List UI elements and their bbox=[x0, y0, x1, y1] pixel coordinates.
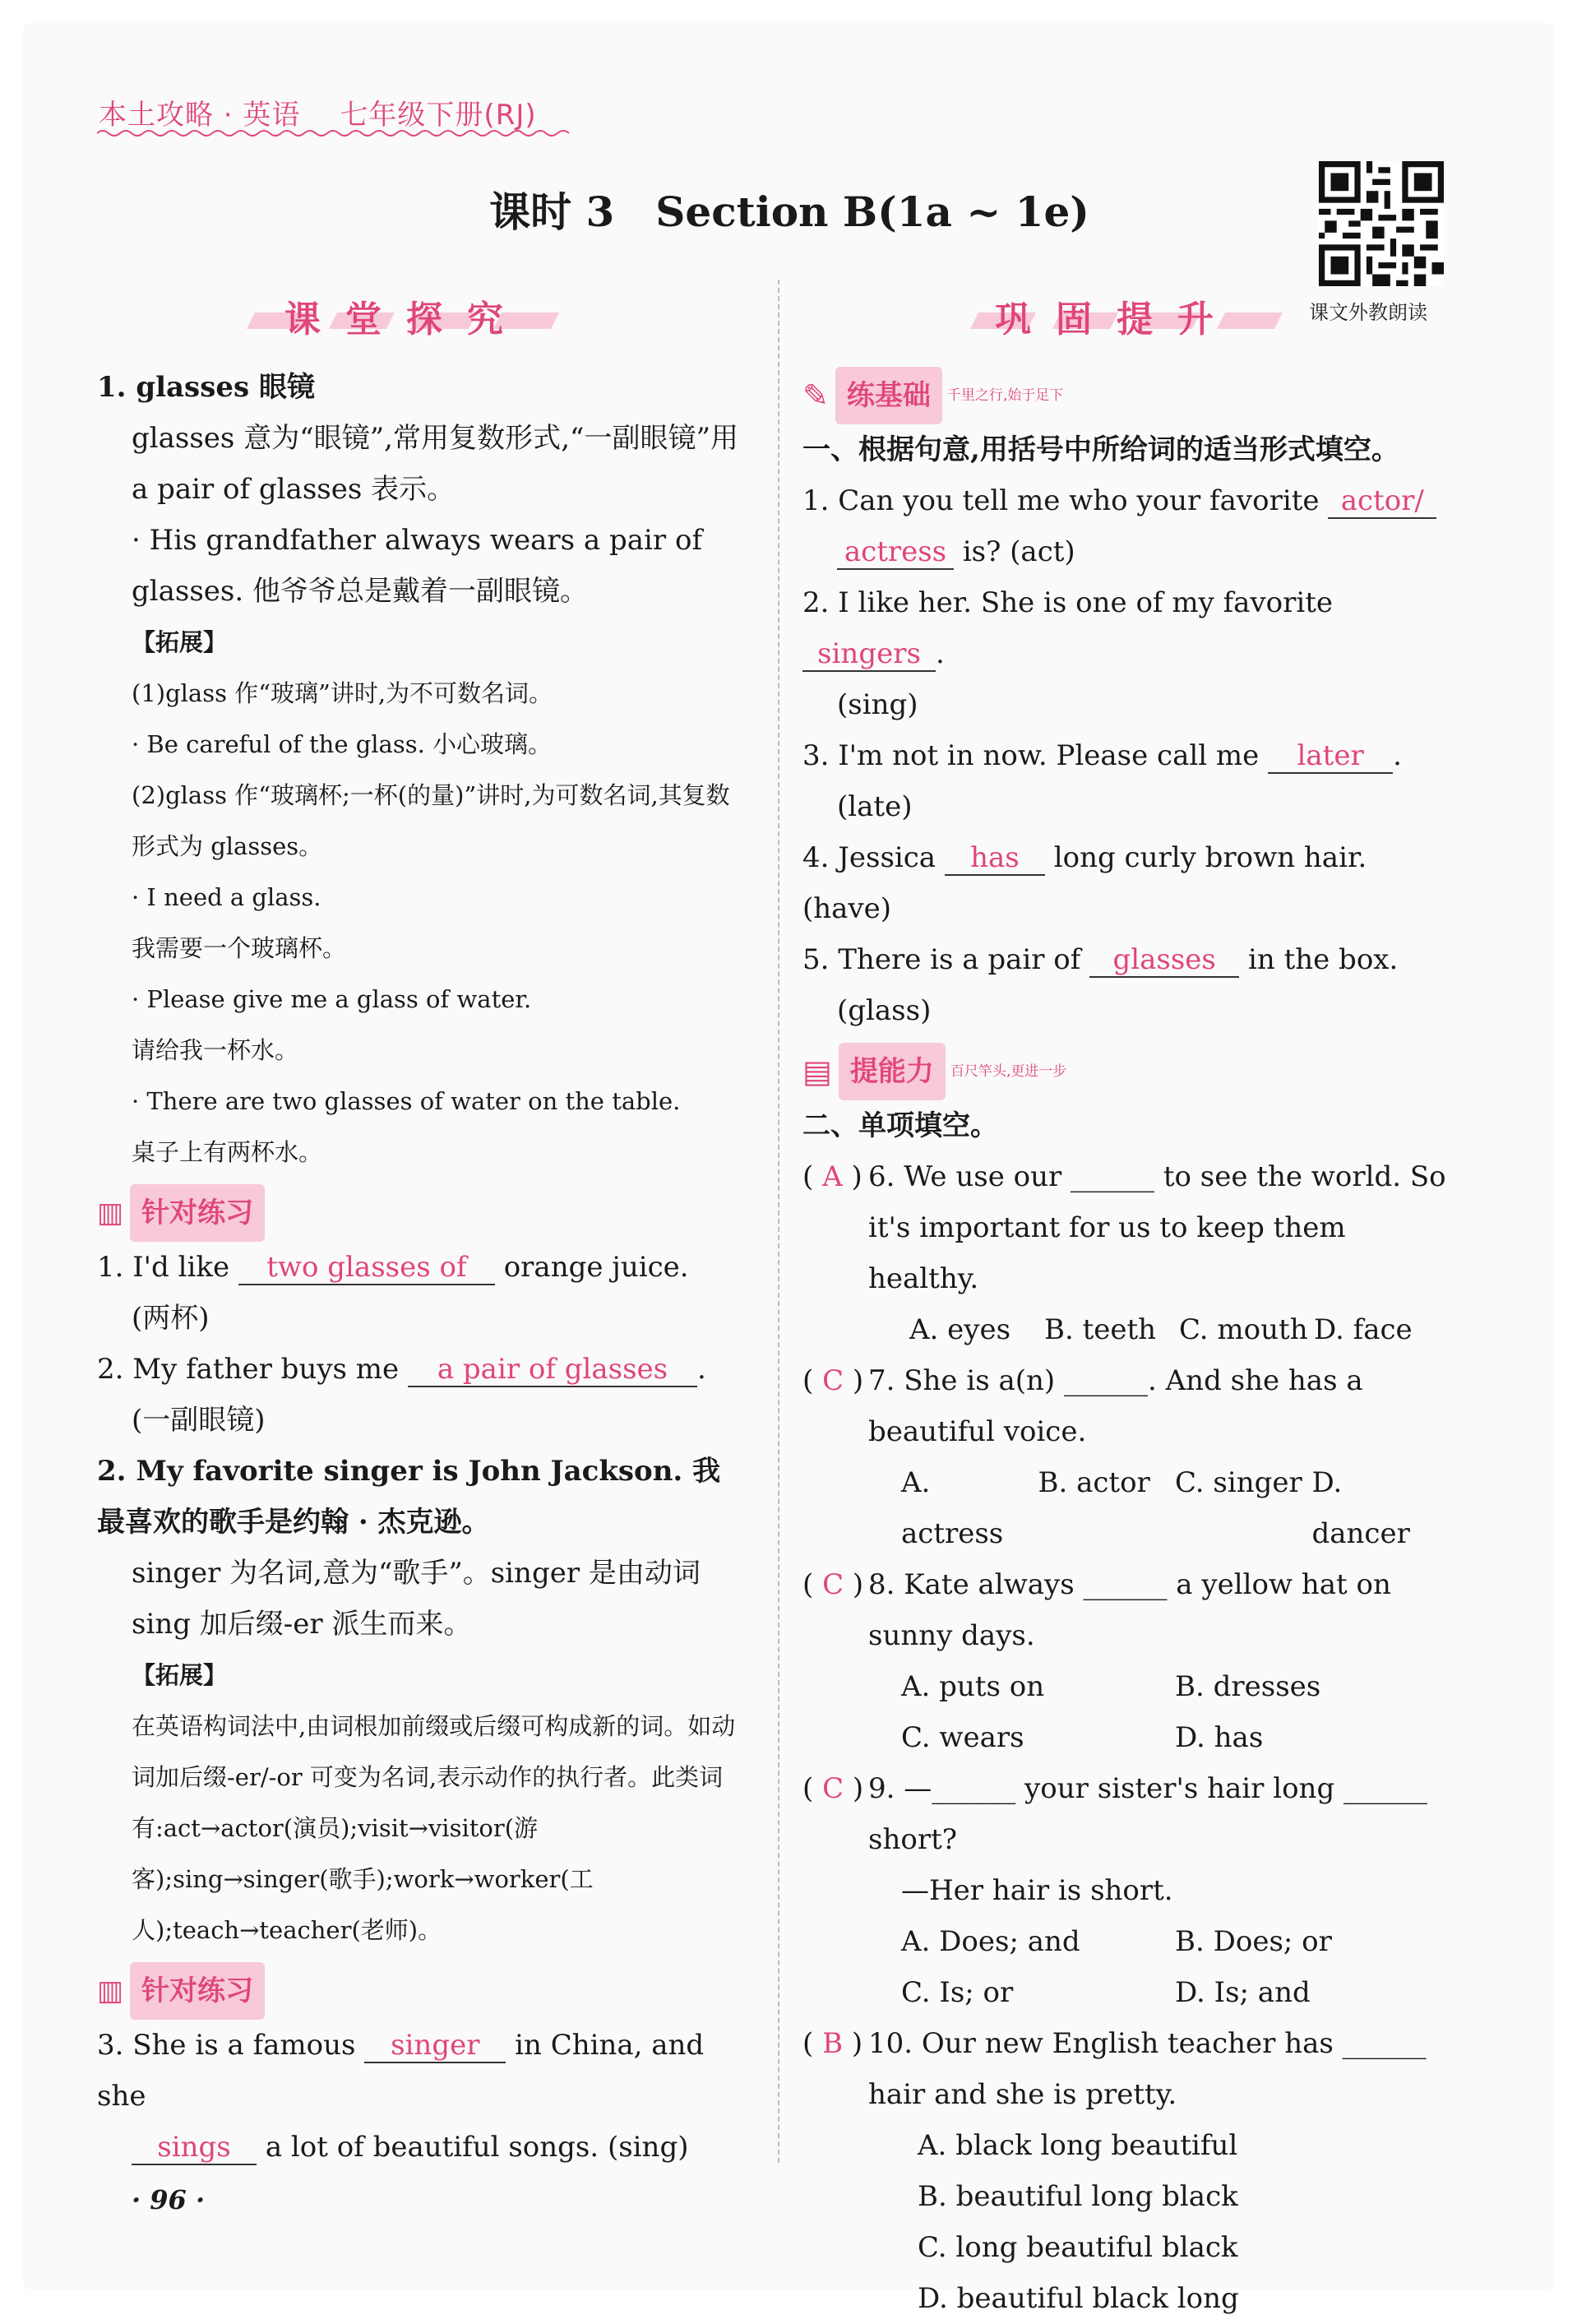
q2-hint: (sing) bbox=[837, 688, 918, 721]
item1-explanation: glasses 意为“眼镜”,常用复数形式,“一副眼镜”用 a pair of glasses 表示。 bbox=[132, 422, 738, 506]
right-banner-text: 巩固提升 bbox=[995, 299, 1238, 340]
q9-answer[interactable]: C bbox=[822, 1772, 844, 1805]
expand-2: (2)glass 作“玻璃杯;一杯(的量)”讲时,为可数名词,其复数形式为 glasses。 bbox=[132, 781, 730, 860]
q10-option-d[interactable]: D. beautiful black long bbox=[918, 2282, 1239, 2315]
item2-title: 2. My favorite singer is John Jackson. 我最喜欢的歌手是约翰 · 杰克逊。 bbox=[97, 1455, 721, 1539]
item1-example: · His grandfather always wears a pair of glasses. 他爷爷总是戴着一副眼镜。 bbox=[132, 524, 703, 608]
practice-label-2: 针对练习 bbox=[141, 1974, 254, 2007]
ability-label: 提能力 bbox=[849, 1055, 934, 1088]
q9-option-b[interactable]: B. Does; or bbox=[1175, 1925, 1332, 1958]
q3-hint: (late) bbox=[837, 790, 913, 823]
part2-title: 二、单项填空。 bbox=[802, 1109, 998, 1142]
ability-banner bbox=[802, 1043, 1449, 1100]
q7: ( C ) 7. She is a(n) ______. And she has a beautiful voice. bbox=[802, 1355, 1449, 1457]
q6-text: 6. We use our ______ to see the world. So it's important for us to keep them healthy. bbox=[868, 1160, 1446, 1295]
item2-explanation: singer 为名词,意为“歌手”。singer 是由动词 sing 加后缀-er 派生而来。 bbox=[132, 1557, 701, 1641]
practice-banner-1 bbox=[97, 1184, 738, 1242]
q8-option-a[interactable]: A. puts on bbox=[901, 1670, 1045, 1703]
q9-options-row1 bbox=[802, 1916, 1449, 1967]
q10-option-b[interactable]: B. beautiful long black bbox=[918, 2180, 1238, 2213]
q9-options-row2 bbox=[802, 1967, 1449, 2018]
expand-label-2: 【拓展】 bbox=[132, 1661, 228, 1689]
q8-answer[interactable]: C bbox=[822, 1568, 844, 1601]
q7-option-d[interactable]: D. dancer bbox=[1311, 1466, 1410, 1550]
practice-q1-answer[interactable]: two glasses of bbox=[238, 1251, 495, 1285]
q3: 3. I'm not in now. Please call me later . bbox=[802, 739, 1402, 772]
q6-option-d[interactable]: D. face bbox=[1314, 1313, 1413, 1346]
q10-option-c[interactable]: C. long beautiful black bbox=[918, 2231, 1238, 2264]
expand-2-example-3-cn: 桌子上有两杯水。 bbox=[132, 1138, 323, 1166]
expand-word-formation: 在英语构词法中,由词根加前缀或后缀可构成新的词。如动词加后缀-er/-or 可变为名词,表示动作的执行者。此类词有:act→actor(演员);visit→visitor(游客);sing→singer(歌手);work→worker(工人);teach→teacher(老师)。 bbox=[132, 1712, 736, 1944]
expand-2-example-1: · I need a glass. bbox=[132, 883, 321, 911]
q8-option-d[interactable]: D. has bbox=[1175, 1721, 1264, 1754]
q5-rest: in the box. bbox=[1247, 943, 1399, 976]
right-section-banner bbox=[970, 288, 1316, 340]
expand-2-example-2-cn: 请给我一杯水。 bbox=[132, 1036, 299, 1064]
q6-answer[interactable]: A bbox=[822, 1160, 843, 1193]
q3-answer[interactable]: later bbox=[1268, 739, 1393, 774]
q2-answer[interactable]: singers bbox=[802, 637, 936, 672]
q6-option-b[interactable]: B. teeth bbox=[1044, 1313, 1157, 1346]
books-icon: ▥ bbox=[97, 1197, 124, 1229]
right-column bbox=[802, 367, 1449, 2324]
scroll-icon: ▤ bbox=[802, 1053, 832, 1090]
practice-q2: 2. My father buys me a pair of glasses . bbox=[97, 1353, 706, 1386]
practice-q1 bbox=[97, 1242, 738, 1293]
header-book: 本土攻略 · 英语 bbox=[99, 99, 301, 132]
q4-rest: long curly brown hair. (have) bbox=[802, 841, 1367, 925]
q8-option-b[interactable]: B. dresses bbox=[1175, 1670, 1321, 1703]
q1-answer-2[interactable]: actress bbox=[837, 535, 954, 570]
header-grade: 七年级下册(RJ) bbox=[340, 99, 537, 132]
books-icon: ▥ bbox=[97, 1974, 124, 2007]
q6-options bbox=[802, 1304, 1449, 1355]
practice-q1-rest: orange juice. bbox=[503, 1251, 689, 1284]
practice-q3 bbox=[97, 2020, 738, 2122]
q5-hint: (glass) bbox=[837, 994, 932, 1027]
page-title: 课时 3 Section B(1a ~ 1e) bbox=[489, 187, 1089, 236]
q1-answer-1[interactable]: actor/ bbox=[1328, 484, 1436, 519]
q9-option-a[interactable]: A. Does; and bbox=[901, 1925, 1080, 1958]
page-number: · 96 · bbox=[132, 2184, 206, 2215]
q9-reply: —Her hair is short. bbox=[901, 1874, 1173, 1907]
left-column bbox=[97, 362, 738, 2173]
q1 bbox=[802, 475, 1449, 526]
q1-stem: 1. Can you tell me who your favorite bbox=[802, 484, 1320, 517]
q7-options bbox=[802, 1457, 1449, 1559]
q1-line2 bbox=[802, 526, 1449, 577]
q2: 2. I like her. She is one of my favorite singers . bbox=[802, 586, 1334, 670]
q3-stem: 3. I'm not in now. Please call me bbox=[802, 739, 1260, 772]
q8-option-c[interactable]: C. wears bbox=[901, 1721, 1024, 1754]
practice-q3-middle: in China, and she bbox=[97, 2029, 705, 2113]
q9: ( C ) 9. —______ your sister's hair long ______ short? bbox=[802, 1763, 1449, 1865]
q8-text: 8. Kate always ______ a yellow hat on sunny days. bbox=[868, 1568, 1391, 1652]
q8-options-row1 bbox=[802, 1661, 1449, 1712]
part1-title: 一、根据句意,用括号中所给词的适当形式填空。 bbox=[802, 433, 1399, 466]
q4-answer[interactable]: has bbox=[945, 841, 1045, 876]
practice-label-1: 针对练习 bbox=[141, 1197, 254, 1229]
practice-q3-stem: 3. She is a famous bbox=[97, 2029, 356, 2062]
q10-answer[interactable]: B bbox=[822, 2027, 844, 2060]
q5-answer[interactable]: glasses bbox=[1089, 943, 1239, 978]
q10-text: 10. Our new English teacher has ______ hair and she is pretty. bbox=[868, 2027, 1427, 2111]
q5-stem: 5. There is a pair of bbox=[802, 943, 1081, 976]
q6-option-a[interactable]: A. eyes bbox=[909, 1313, 1011, 1346]
q7-option-a[interactable]: A. actress bbox=[901, 1466, 1004, 1550]
running-header bbox=[99, 92, 537, 132]
q1-rest: is? (act) bbox=[962, 535, 1075, 568]
q9-option-d[interactable]: D. Is; and bbox=[1175, 1976, 1311, 2009]
expand-label-1: 【拓展】 bbox=[132, 628, 228, 656]
practice-q2-answer[interactable]: a pair of glasses bbox=[408, 1353, 697, 1387]
q8: ( C ) 8. Kate always ______ a yellow hat on sunny days. bbox=[802, 1559, 1449, 1661]
q7-option-b[interactable]: B. actor bbox=[1038, 1466, 1150, 1499]
expand-2-example-3: · There are two glasses of water on the table. bbox=[132, 1087, 681, 1115]
q2-stem: 2. I like her. She is one of my favorite bbox=[802, 586, 1334, 619]
practice-q2-hint: (一副眼镜) bbox=[132, 1404, 266, 1437]
practice-q3-answer-2[interactable]: sings bbox=[132, 2131, 257, 2165]
basic-practice-motto: 千里之行,始于足下 bbox=[946, 387, 1064, 404]
basic-practice-banner bbox=[802, 367, 1449, 424]
practice-q3-line2 bbox=[97, 2122, 738, 2173]
practice-q1-stem: 1. I'd like bbox=[97, 1251, 230, 1284]
practice-q3-answer-1[interactable]: singer bbox=[364, 2029, 506, 2063]
q7-option-c[interactable]: C. singer bbox=[1175, 1466, 1302, 1499]
q8-options-row2 bbox=[802, 1712, 1449, 1763]
q4-stem: 4. Jessica bbox=[802, 841, 936, 874]
left-section-banner bbox=[247, 288, 592, 340]
expand-2-example-2: · Please give me a glass of water. bbox=[132, 985, 532, 1013]
expand-2-example-1-cn: 我需要一个玻璃杯。 bbox=[132, 934, 347, 962]
header-wave-line bbox=[97, 128, 574, 138]
left-banner-text: 课堂探究 bbox=[284, 299, 528, 340]
q10: ( B ) 10. Our new English teacher has ______ hair and she is pretty. bbox=[802, 2018, 1449, 2120]
pencil-note-icon: ✎ bbox=[802, 377, 829, 414]
q7-answer[interactable]: C bbox=[822, 1364, 844, 1397]
practice-q1-hint: (两杯) bbox=[132, 1302, 210, 1335]
item1-title: 1. glasses 眼镜 bbox=[97, 371, 315, 404]
basic-practice-label: 练基础 bbox=[846, 379, 931, 412]
q7-text: 7. She is a(n) ______. And she has a beautiful voice. bbox=[868, 1364, 1363, 1448]
qr-code-icon[interactable] bbox=[1319, 161, 1444, 286]
q4 bbox=[802, 832, 1449, 934]
q5 bbox=[802, 934, 1449, 985]
qr-label: 课文外教朗读 bbox=[1309, 301, 1427, 324]
ability-motto: 百尺竿头,更进一步 bbox=[950, 1063, 1067, 1080]
practice-q2-stem: 2. My father buys me bbox=[97, 1353, 400, 1386]
practice-q3-rest: a lot of beautiful songs. (sing) bbox=[265, 2131, 689, 2164]
q9-option-c[interactable]: C. Is; or bbox=[901, 1976, 1014, 2009]
q6: ( A ) 6. We use our ______ to see the world. So it's important for us to keep them healthy. bbox=[802, 1151, 1449, 1304]
expand-1-example: · Be careful of the glass. 小心玻璃。 bbox=[132, 730, 553, 758]
expand-1: (1)glass 作“玻璃”讲时,为不可数名词。 bbox=[132, 679, 553, 707]
q6-option-c[interactable]: C. mouth bbox=[1179, 1313, 1308, 1346]
q10-option-a[interactable]: A. black long beautiful bbox=[918, 2129, 1238, 2162]
column-divider bbox=[778, 280, 779, 2163]
practice-banner-2 bbox=[97, 1962, 738, 2020]
q9-text: 9. —______ your sister's hair long ______ short? bbox=[868, 1772, 1428, 1856]
